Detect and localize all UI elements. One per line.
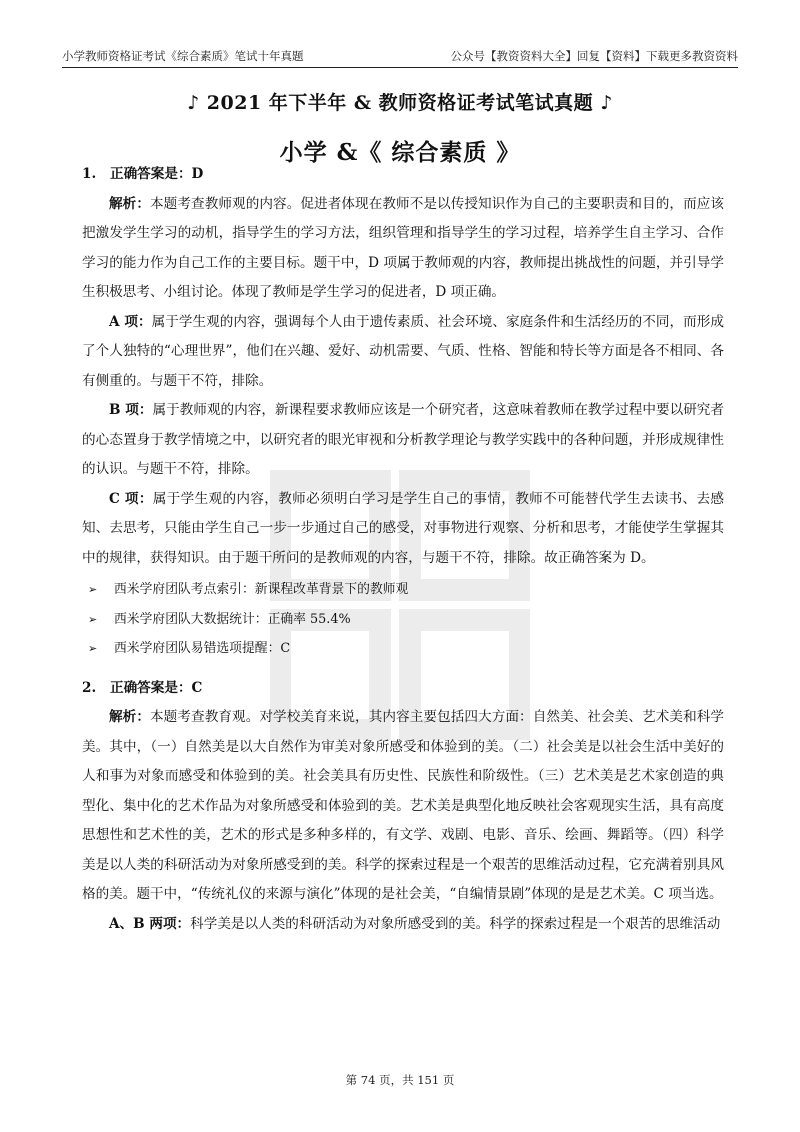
question-2-analysis: 解析：本题考查教育观。对学校美育来说，其内容主要包括四大方面：自然美、社会美、艺术美和科学美。其中，（一）自然美是以大自然作为审美对象所感受和体验到的美。（二）社会美是以社会生活中美好的人和事为对象而感受和体验到的美。社会美具有历史性、民族性和阶级性。（三）艺术美是艺术家创造的典型化、集中化的艺术作品为对象所感受和体验到的美。艺术美是典型化地反映社会客观现实生活，具有高度思想性和艺术性的美，艺术的形式是多种多样的，有文学、戏剧、电影、音乐、绘画、舞蹈等。（四）科学美是以人类的科研活动为对象所感受到的美。科学的探索过程是一个艰苦的思维活动过程，它充满着别具风格的美。题干中，“传统礼仪的来源与演化”体现的是社会美，“自编情景剧”体现的是是艺术美。C 项当选。 (82, 709, 725, 902)
question-1-notes (82, 575, 724, 664)
document-subtitle: 小学 &《 综合素质 》 (279, 139, 521, 166)
question-1-heading (82, 160, 724, 190)
question-number: 2. (82, 679, 97, 696)
arrow-bullet-icon: ➢ (88, 642, 98, 655)
question-1-option-c: C 项：属于学生观的内容，教师必须明白学习是学生自己的事情，教师不可能替代学生去读书、去感知、去思考，只能由学生自己一步一步通过自己的感受，对事物进行观察、分析和思考，才能使学生掌握其中的规律，获得知识。由于题干所问的是教师观的内容，与题干不符，排除。故正确答案为 D。 (82, 490, 724, 566)
page-header (62, 42, 738, 68)
question-1-option-b: B 项：属于教师观的内容，新课程要求教师应该是一个研究者，这意味着教师在教学过程中要以研究者的心态置身于教学情境之中，以研究者的眼光审视和分析教学理论与教学实践中的各种问题，并形成规律性的认识。与题干不符，排除。 (82, 402, 724, 477)
question-2-option-ab: A、B 两项：科学美是以人类的科研活动为对象所感受到的美。科学的探索过程是一个艰苦的思维活动 (109, 915, 721, 932)
list-item: ➢ 西米学府团队大数据统计：正确率 55.4% (82, 605, 724, 635)
question-1-analysis: 解析：本题考查教师观的内容。促进者体现在教师不是以传授知识作为自己的主要职责和目的，而应该把激发学生学习的动机，指导学生的学习方法，组织管理和指导学生的学习过程，培养学生自主学习、合作学习的能力作为自己工作的主要目标。题干中，D 项属于教师观的内容，教师提出挑战性的问题，并引导学生积极思考、小组讨论。体现了教师是学生学习的促进者，D 项正确。 (82, 195, 725, 300)
question-answer: 正确答案是：D (110, 166, 204, 182)
question-answer: 正确答案是：C (110, 679, 203, 696)
page-number: 第 74 页，共 151 页 (345, 1073, 455, 1087)
header-right-text: 公众号【教资资料大全】回复【资料】下载更多教资资料 (450, 49, 738, 63)
question-number: 1. (82, 166, 97, 182)
list-item: ➢ 西米学府团队考点索引：新课程改革背景下的教师观 (82, 575, 724, 605)
list-item: ➢ 西米学府团队易错选项提醒：C (82, 634, 724, 664)
arrow-bullet-icon: ➢ (88, 612, 98, 626)
question-2-heading (82, 674, 724, 704)
header-left-text: 小学教师资格证考试《综合素质》笔试十年真题 (62, 49, 304, 63)
answer-content (82, 160, 724, 939)
question-1-option-a: A 项：属于学生观的内容，强调每个人由于遗传素质、社会环境、家庭条件和生活经历的不同，而形成了个人独特的“心理世界”，他们在兴趣、爱好、动机需要、气质、性格、智能和特长等方面是各不相同、各有侧重的。与题干不符，排除。 (82, 313, 724, 389)
document-title: ♪ 2021 年下半年 & 教师资格证考试笔试真题 ♪ (187, 92, 613, 114)
arrow-bullet-icon: ➢ (88, 583, 98, 596)
